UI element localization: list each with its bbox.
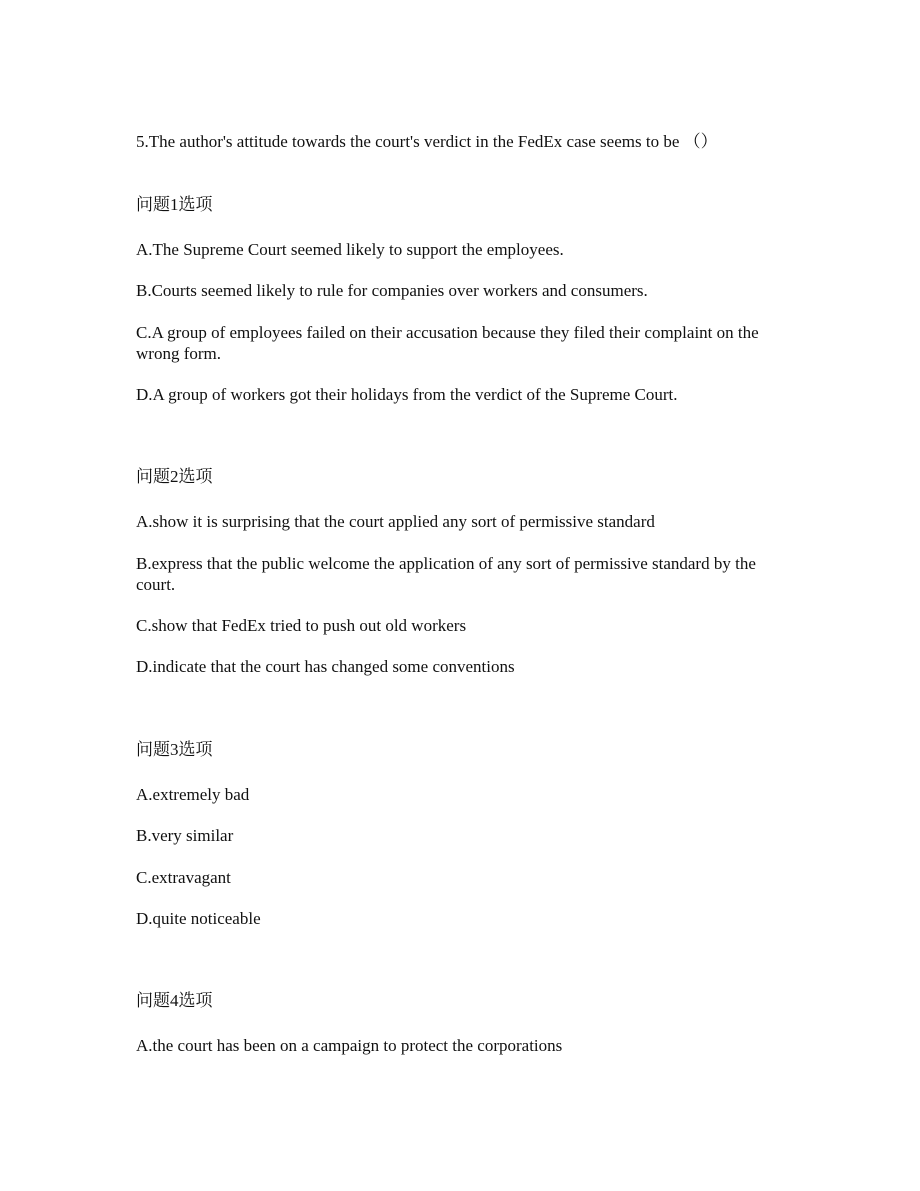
options-heading-3: 问题3选项	[136, 740, 213, 759]
option-1-b: B.Courts seemed likely to rule for companies over workers and consumers.	[136, 281, 648, 300]
option-3-a: A.extremely bad	[136, 785, 250, 804]
option-2-b: B.express that the public welcome the application of any sort of permissive standard by the court.	[136, 554, 756, 594]
option-2-c: C.show that FedEx tried to push out old workers	[136, 616, 467, 635]
option-4-a: A.the court has been on a campaign to protect the corporations	[136, 1036, 563, 1055]
question-title: 5.The author's attitude towards the court's verdict in the FedEx case seems to be （）	[136, 132, 718, 151]
options-heading-1: 问题1选项	[136, 195, 213, 214]
option-1-d: D.A group of workers got their holidays from the verdict of the Supreme Court.	[136, 385, 678, 404]
option-3-b: B.very similar	[136, 826, 234, 845]
option-3-c: C.extravagant	[136, 868, 231, 887]
option-2-a: A.show it is surprising that the court applied any sort of permissive standard	[136, 512, 655, 531]
option-1-c: C.A group of employees failed on their accusation because they filed their complaint on the wrong form.	[136, 323, 759, 363]
option-1-a: A.The Supreme Court seemed likely to support the employees.	[136, 240, 564, 259]
options-heading-4: 问题4选项	[136, 991, 213, 1010]
option-3-d: D.quite noticeable	[136, 909, 261, 928]
options-heading-2: 问题2选项	[136, 467, 213, 486]
option-2-d: D.indicate that the court has changed some conventions	[136, 657, 515, 676]
